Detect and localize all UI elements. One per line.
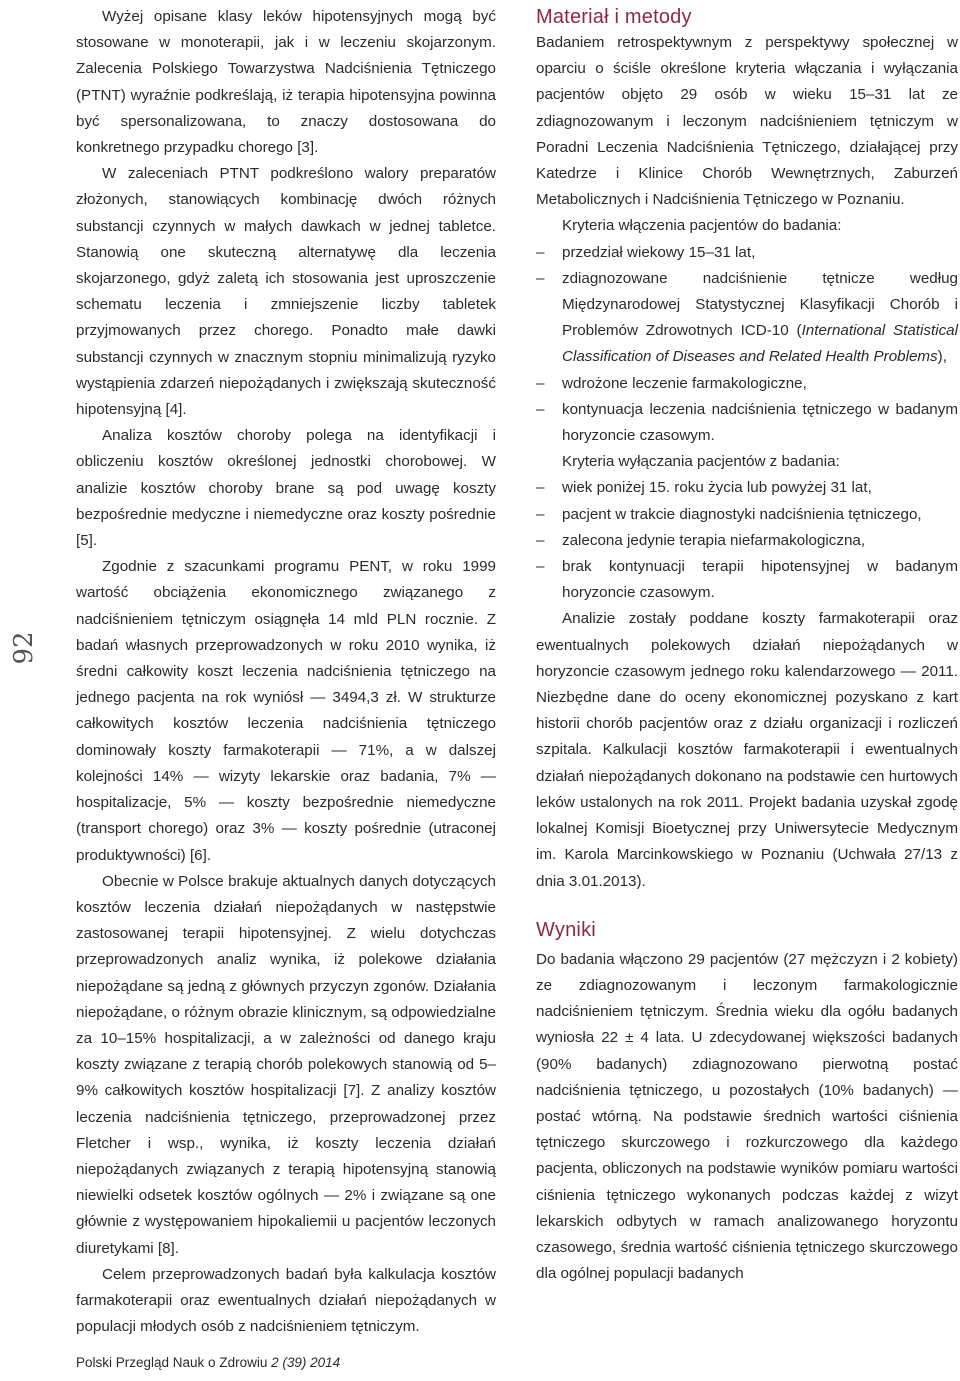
paragraph-study-design: Badaniem retrospektywnym z perspektywy społecznej w oparciu o ściśle określone kryteria włączania i wyłączania pacjentów objęto 29 osób w wieku 15–31 lat ze zdiagnozowanym i leczonym nadciśnieniem tętniczym w Poradni Leczenia Nadciśnienia Tętniczego, działającej przy Katedrze i Klinice Chorób Wewnętrznych, Zaburzeń Metabolicznych i Nadciśnienia Tętniczego w Poznaniu.	[536, 34, 958, 209]
exclusion-criteria-list	[536, 475, 958, 606]
paragraph-pent-estimates: Zgodnie z szacunkami programu PENT, w roku 1999 wartość obciążenia ekonomicznego związanego z nadciśnieniem tętniczym osiągnęła 14 mld PLN rocznie. Z badań własnych przeprowadzonych w roku 2010 wynika, iż średni całkowity koszt leczenia nadciśnienia tętniczego na jednego pacjenta na rok wyniósł — 3494,3 zł. W strukturze całkowitych kosztów leczenia nadciśnienia tętniczego dominowały koszty farmakoterapii — 71%, a w dalszej kolejności 14% — wizyty lekarskie oraz badania, 7% — hospitalizacje, 5% — koszty bezpośrednie niemedyczne (transport chorego) oraz 3% — koszty pośrednie (utraconej produktywności) [6].	[76, 558, 496, 864]
journal-title: Polski Przegląd Nauk o Zdrowiu	[76, 1355, 268, 1370]
list-item	[536, 266, 958, 371]
dash-bullet: –	[536, 505, 545, 523]
list-item	[536, 528, 958, 554]
list-item	[536, 475, 958, 501]
inclusion-criteria-title: Kryteria włączenia pacjentów do badania:	[562, 217, 842, 235]
list-item-text: pacjent w trakcie diagnostyki nadciśnienia tętniczego,	[562, 505, 922, 523]
list-item	[536, 397, 958, 449]
dash-bullet: –	[536, 269, 545, 287]
section-heading-results: Wyniki	[536, 918, 596, 941]
dash-bullet: –	[536, 479, 545, 497]
dash-bullet: –	[536, 558, 545, 576]
list-item	[536, 502, 958, 528]
list-item-text: brak kontynuacji terapii hipotensyjnej w badanym horyzoncie czasowym.	[562, 558, 958, 602]
exclusion-criteria-title: Kryteria wyłączania pacjentów z badania:	[562, 453, 840, 471]
dash-bullet: –	[536, 374, 545, 392]
right-column	[536, 4, 958, 1287]
page-number: 92	[9, 631, 39, 665]
list-item-italic-text: International Statistical Classification of Diseases and Related Health Problems	[562, 322, 958, 366]
dash-bullet: –	[536, 243, 545, 261]
list-item	[536, 240, 958, 266]
left-column	[76, 4, 496, 1340]
list-item-text: przedział wiekowy 15–31 lat,	[562, 243, 756, 261]
journal-footer	[76, 1355, 340, 1370]
list-item-text: kontynuacja leczenia nadciśnienia tętniczego w badanym horyzoncie czasowym.	[562, 400, 958, 445]
paragraph-cost-analysis-method: Analizie zostały poddane koszty farmakoterapii oraz ewentualnych polekowych działań niepożądanych w horyzoncie czasowym jednego roku kalendarzowego — 2011. Niezbędne dane do oceny ekonomicznej pozyskano z kart historii chorób pacjentów oraz z działu organizacji i rozliczeń szpitala. Kalkulacji kosztów farmakoterapii i ewentualnych działań niepożądanych dokonano na podstawie cen hurtowych leków ustalonych na rok 2011. Projekt badania uzyskał zgodę lokalnej Komisji Bioetycznej przy Uniwersytecie Medycznym im. Karola Marcinkowskiego w Poznaniu (Uchwała 27/13 z dnia 3.01.2013).	[536, 610, 958, 890]
list-item	[536, 371, 958, 397]
dash-bullet: –	[536, 400, 545, 418]
paragraph-adverse-effects: Obecnie w Polsce brakuje aktualnych danych dotyczących kosztów leczenia działań niepożądanych w następstwie zastosowanej terapii hipotensyjnej. Z wielu dotychczas przeprowadzonych analiz wynika, iż polekowe działania niepożądane są jedną z głównych przyczyn zgonów. Działania niepożądane, o różnym obrazie klinicznym, są odpowiedzialne za 10–15% hospitalizacji, a w zależności od danego kraju koszty związane z terapią chorób polekowych stanowią od 5–9% całkowitych kosztów hospitalizacji [7]. Z analizy kosztów leczenia nadciśnienia tętniczego, przeprowadzonej przez Fletcher i wsp., wynika, iż koszty leczenia działań niepożądanych związanych z terapią hipotensyjną stanowią niewielki odsetek kosztów ogólnych — 2% i związane są one głównie z występowaniem hipokaliemii u pacjentów leczonych diuretykami [8].	[76, 872, 496, 1257]
paragraph-cost-of-illness: Analiza kosztów choroby polega na identyfikacji i obliczeniu kosztów określonej jednostki chorobowej. W analizie kosztów choroby brane są pod uwagę koszty bezpośrednie medyczne i niemedyczne oraz koszty pośrednie [5].	[76, 427, 496, 550]
list-item	[536, 554, 958, 606]
paragraph-hypotensive-classes: Wyżej opisane klasy leków hipotensyjnych mogą być stosowane w monoterapii, jak i w leczeniu skojarzonym. Zalecenia Polskiego Towarzystwa Nadciśnienia Tętniczego (PTNT) wyraźnie podkreślają, iż terapia hipotensyjna powinna być spersonalizowana, to znaczy dostosowana do konkretnego przypadku chorego [3].	[76, 8, 496, 157]
list-item-text: ),	[937, 348, 947, 366]
list-item-text: wiek poniżej 15. roku życia lub powyżej 31 lat,	[562, 479, 872, 497]
section-heading-methods: Materiał i metody	[536, 6, 692, 28]
paragraph-study-aim: Celem przeprowadzonych badań była kalkulacja kosztów farmakoterapii oraz ewentualnych działań niepożądanych w populacji młodych osób z nadciśnieniem tętniczym.	[76, 1265, 496, 1336]
paragraph-ptnt-recommendations: W zaleceniach PTNT podkreślono walory preparatów złożonych, stanowiących kombinację dwóch różnych substancji czynnych w małych dawkach w jednej tabletce. Stanowią one skuteczną alternatywę dla leczenia skojarzonego, gdyż zaletą ich stosowania jest uproszczenie schematu leczenia i zmniejszenie liczby tabletek przyjmowanych przez chorego. Ponadto małe dawki substancji czynnych w znacznym stopniu minimalizują ryzyko wystąpienia zdarzeń niepożądanych i zwiększają skuteczność hipotensyjną [4].	[76, 165, 496, 419]
journal-issue: 2 (39) 2014	[267, 1355, 341, 1370]
dash-bullet: –	[536, 531, 545, 549]
paragraph-results: Do badania włączono 29 pacjentów (27 mężczyzn i 2 kobiety) ze zdiagnozowanym i leczonym farmakologicznie nadciśnieniem tętniczym. Średnia wieku dla ogółu badanych wyniosła 22 ± 4 lata. U zdecydowanej większości badanych (90% badanych) zdiagnozowano pierwotną postać nadciśnienia tętniczego, u pozostałych (10% badanych) — postać wtórną. Na podstawie średnich wartości ciśnienia tętniczego skurczowego i rozkurczowego dla każdego pacjenta, obliczonych na podstawie wyników pomiaru wartości ciśnienia tętniczego wykonanych podczas każdej z wizyt lekarskich odbytych w ramach analizowanego horyzontu czasowego, średnia wartość ciśnienia tętniczego skurczowego dla ogólnej populacji badanych	[536, 950, 958, 1283]
list-item-text: wdrożone leczenie farmakologiczne,	[562, 374, 807, 392]
list-item-text: zalecona jedynie terapia niefarmakologiczna,	[562, 531, 866, 549]
list-item-text: zdiagnozowane nadciśnienie tętnicze według Międzynarodowej Statystycznej Klasyfikacji Chorób i Problemów Zdrowotnych ICD-10 (	[562, 269, 958, 340]
inclusion-criteria-list	[536, 240, 958, 450]
